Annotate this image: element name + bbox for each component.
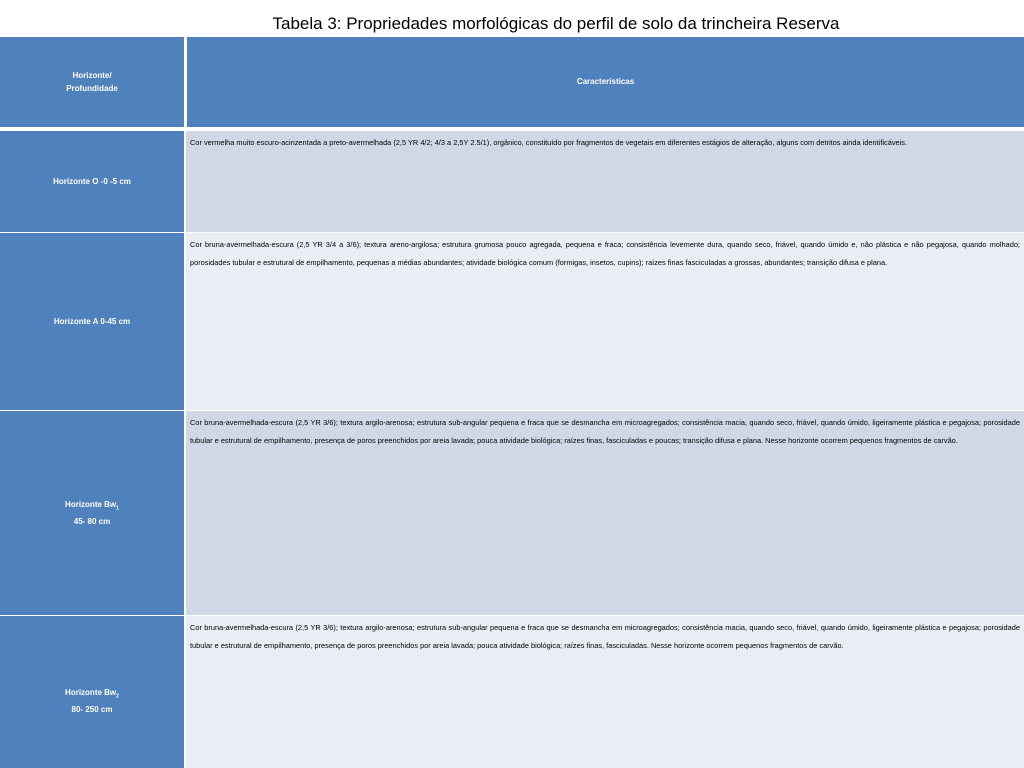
horizon-label — [65, 686, 119, 704]
horizon-name: Horizonte Bw — [65, 687, 117, 697]
description-cell — [186, 131, 1024, 232]
description-text: Cor bruna-avermelhada-escura (2,5 YR 3/4 a 3/6); textura areno-argilosa; estrutura grumosa pouco agregada, pequena e fraca; consistência levemente dura, quando seco, friável, quando úmido e, não plástica e não pegajosa, quando molhado; porosidades tubular e estrutural de empilhamento, pequenas a médias abundantes; atividade biológica comum (formigas, insetos, cupins); raízes finas fasciculadas a grossas, abundantes; transição difusa e plana. — [190, 240, 1020, 267]
horizon-name: Horizonte Bw — [65, 499, 117, 509]
description-text: Cor bruna-avermelhada-escura (2,5 YR 3/6); textura argilo-arenosa; estrutura sub-angular pequena e fraca que se desmancha em microagregados; consistência macia, quando seco, friável, quando úmido, ligeiramente plástica e pegajosa; porosidade tubular e estrutural de empilhamento, presença de poros preenchidos por areia lavada; pouca atividade biológica; raízes finas, fasciculadas e poucas; transição difusa e plana. Nesse horizonte ocorrem pequenos fragmentos de carvão. — [190, 418, 1020, 445]
header-characteristics-label: Características — [576, 77, 635, 86]
header-depth-label: Profundidade — [66, 84, 118, 93]
description-text: Cor vermelha muito escuro-acinzentada a preto-avermelhada (2,5 YR 4/2; 4/3 a 2,5Y 2.5/1), orgânico, constituído por fragmentos de vegetais em diferentes estágios de alteração, alguns com detritos ainda identificáveis. — [190, 138, 908, 147]
description-text: Cor bruna-avermelhada-escura (2,5 YR 3/6); textura argilo-arenosa; estrutura sub-angular pequena e fraca que se desmancha em microagregados; consistência macia, quando seco, friável, quando úmido, ligeiramente plástica e pegajosa; porosidade tubular e estrutural de empilhamento, presença de poros preenchidos por areia lavada; pouca atividade biológica; raízes finas, fasciculadas. Nesse horizonte ocorrem pequenos fragmentos de carvão. — [190, 623, 1020, 650]
description-cell — [186, 411, 1024, 615]
header-horizon-label: Horizonte/ — [72, 71, 112, 80]
horizon-depth: 45- 80 cm — [73, 517, 111, 527]
horizon-label: Horizonte A 0-45 cm — [53, 317, 131, 326]
horizon-subscript: 1 — [116, 505, 119, 512]
table-row — [0, 616, 1024, 768]
horizon-cell — [0, 616, 185, 768]
horizon-subscript: 2 — [116, 693, 119, 700]
header-horizon-cell — [0, 37, 185, 127]
table-row — [0, 411, 1024, 615]
header-characteristics-cell — [186, 37, 1024, 127]
horizon-cell — [0, 131, 185, 232]
description-cell — [186, 616, 1024, 768]
horizon-label: Horizonte O -0 -5 cm — [53, 177, 131, 186]
table-row — [0, 233, 1024, 410]
table-title: Tabela 3: Propriedades morfológicas do perfil de solo da trincheira Reserva — [272, 14, 840, 33]
horizon-label — [65, 498, 119, 516]
horizon-cell — [0, 411, 185, 615]
description-cell — [186, 233, 1024, 410]
horizon-cell — [0, 233, 185, 410]
table-row — [0, 131, 1024, 232]
horizon-depth: 80- 250 cm — [71, 705, 113, 715]
table-header-row — [0, 37, 1024, 127]
